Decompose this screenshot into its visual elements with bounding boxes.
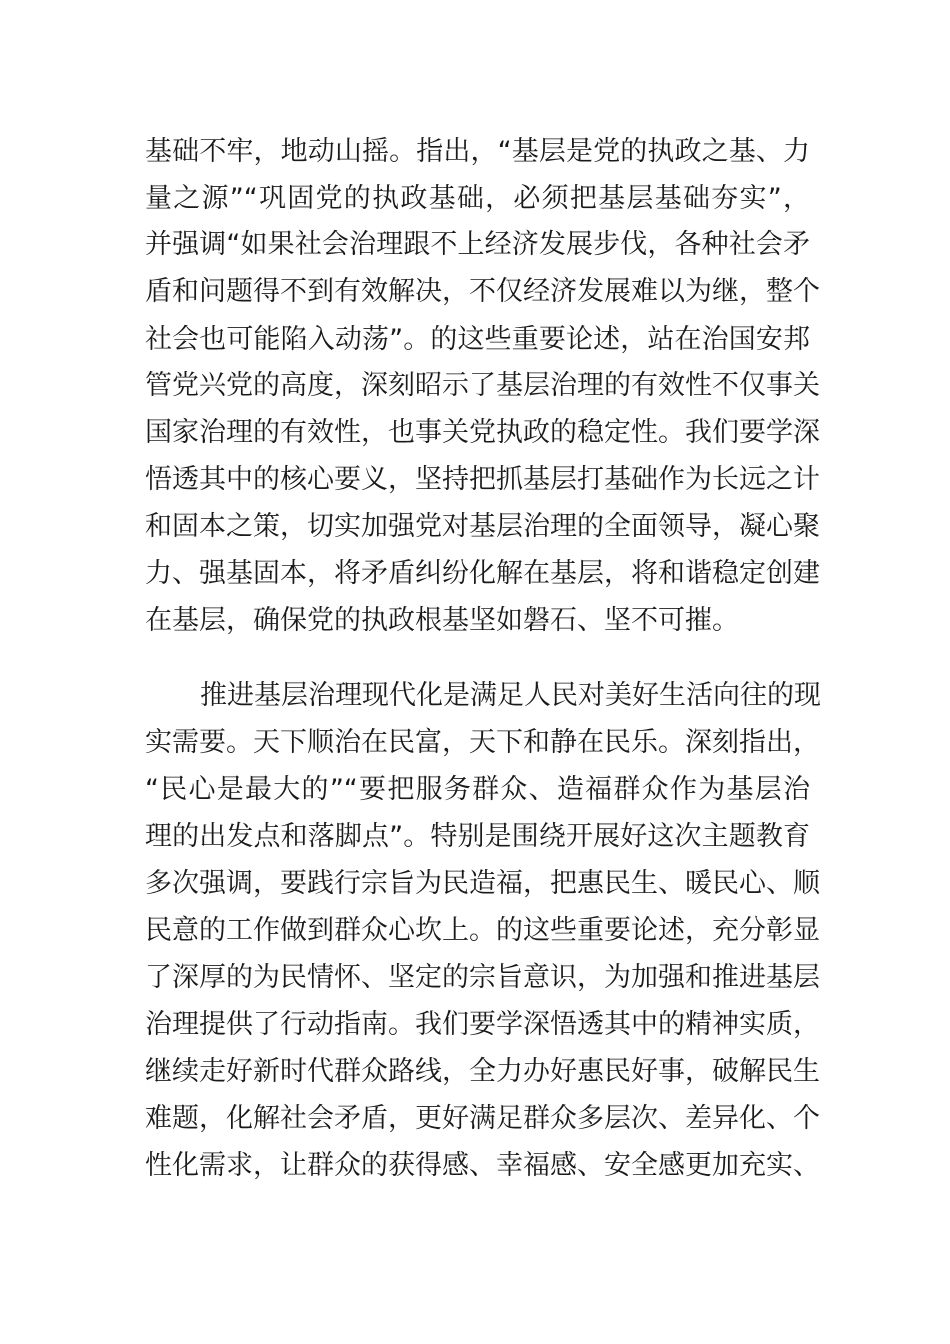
paragraph-line: 量之源”“巩固党的执政基础，必须把基层基础夯实”，: [145, 183, 810, 214]
paragraph-line: 理的出发点和落脚点”。特别是围绕开展好这次主题教育: [145, 821, 810, 852]
paragraph-line: 力、强基固本，将矛盾纠纷化解在基层，将和谐稳定创建: [145, 558, 820, 589]
paragraph-line: 推进基层治理现代化是满足人民对美好生活向往的现: [200, 680, 821, 711]
paragraph-line: 社会也可能陷入动荡”。的这些重要论述，站在治国安邦: [145, 324, 810, 355]
paragraph-line: 民意的工作做到群众心坎上。的这些重要论述，充分彰显: [145, 915, 820, 946]
paragraph-line: 多次强调，要践行宗旨为民造福，把惠民生、暖民心、顺: [145, 868, 820, 899]
paragraph-line: 和固本之策，切实加强党对基层治理的全面领导，凝心聚: [145, 511, 820, 542]
paragraph-line: 管党兴党的高度，深刻昭示了基层治理的有效性不仅事关: [145, 370, 820, 401]
paragraph-line: 盾和问题得不到有效解决，不仅经济发展难以为继，整个: [145, 276, 820, 307]
paragraph-line: 继续走好新时代群众路线，全力办好惠民好事，破解民生: [145, 1056, 820, 1087]
paragraph-line: 国家治理的有效性，也事关党执政的稳定性。我们要学深: [145, 417, 820, 448]
paragraph-line: 悟透其中的核心要义，坚持把抓基层打基础作为长远之计: [145, 464, 820, 495]
paragraph-line: 在基层，确保党的执政根基坚如磐石、坚不可摧。: [145, 605, 739, 636]
paragraph-line: 难题，化解社会矛盾，更好满足群众多层次、差异化、个: [145, 1103, 820, 1134]
paragraph-line: 了深厚的为民情怀、坚定的宗旨意识，为加强和推进基层: [145, 962, 820, 993]
paragraph-line: 治理提供了行动指南。我们要学深悟透其中的精神实质，: [145, 1009, 820, 1040]
paragraph-line: “民心是最大的”“要把服务群众、造福群众作为基层治: [145, 774, 810, 805]
paragraph-line: 性化需求，让群众的获得感、幸福感、安全感更加充实、: [145, 1150, 820, 1181]
paragraph-line: 并强调“如果社会治理跟不上经济发展步伐，各种社会矛: [145, 229, 810, 260]
paragraph-line: 实需要。天下顺治在民富，天下和静在民乐。深刻指出，: [145, 727, 820, 758]
paragraph-line: 基础不牢，地动山摇。指出，“基层是党的执政之基、力: [145, 136, 810, 167]
